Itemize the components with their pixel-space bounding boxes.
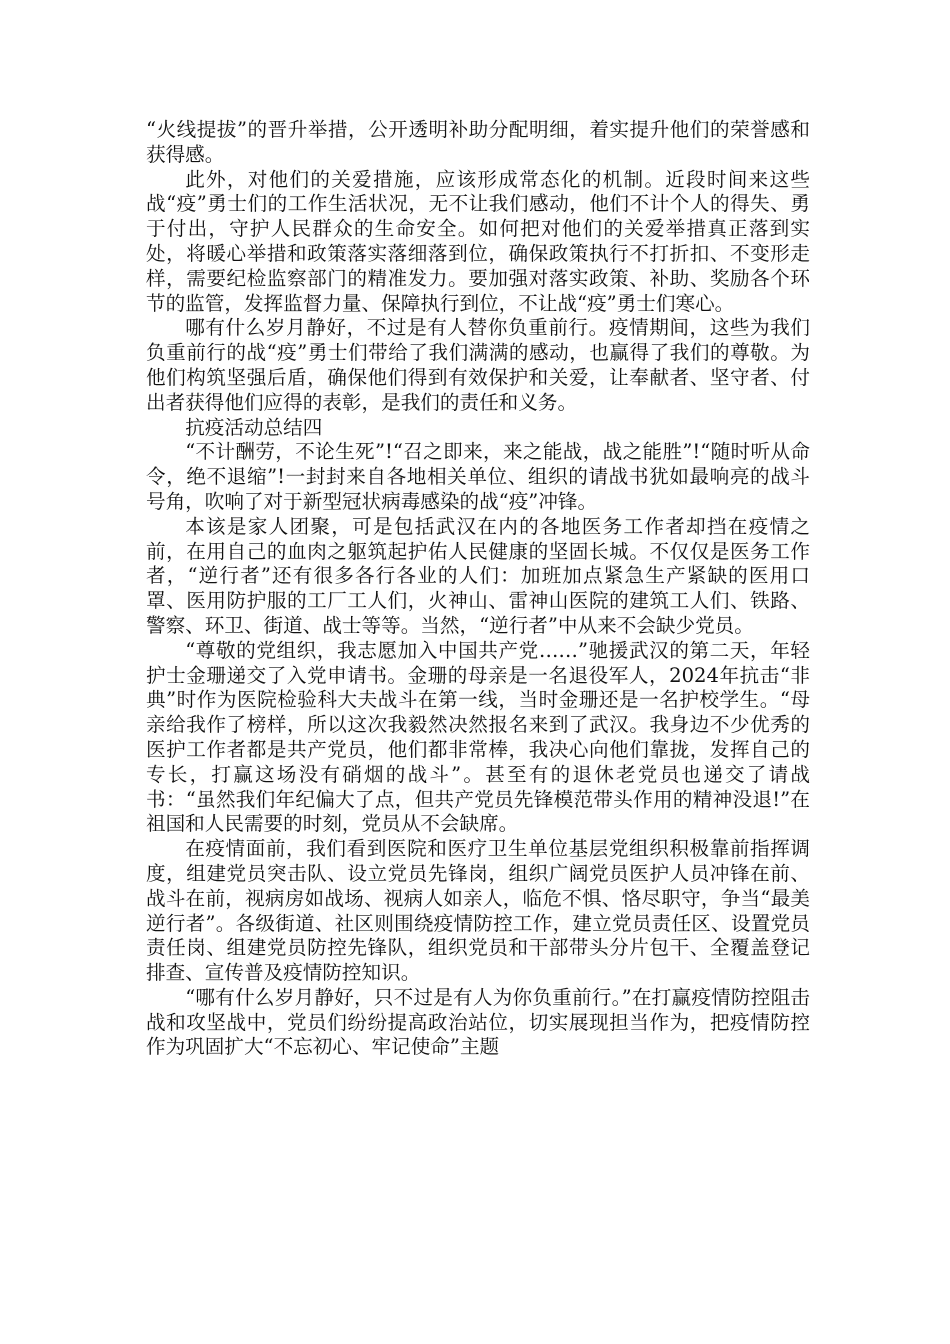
document-body: [146, 118, 810, 1060]
paragraph-2: 此外，对他们的关爱措施，应该形成常态化的机制。近段时间来这些战“疫”勇士们的工作生活状况，无不让我们感动，他们不计个人的得失、勇于付出，守护人民群众的生命安全。如何把对他们的关爱举措真正落到实处，将暖心举措和政策落实落细落到位，确保政策执行不打折扣、不变形走样，需要纪检监察部门的精准发力。要加强对落实政策、补助、奖励各个环节的监管，发挥监督力量、保障执行到位，不让战“疫”勇士们寒心。: [146, 167, 810, 315]
paragraph-7: 在疫情面前，我们看到医院和医疗卫生单位基层党组织积极靠前指挥调度，组建党员突击队、设立党员先锋岗，组织广阔党员医护人员冲锋在前、战斗在前，视病房如战场、视病人如亲人，临危不惧、恪尽职守，争当“最美逆行者”。各级街道、社区则围绕疫情防控工作，建立党员责任区、设置党员责任岗、组建党员防控先锋队，组织党员和干部带头分片包干、全覆盖登记排查、宣传普及疫情防控知识。: [146, 837, 810, 985]
section-heading: 抗疫活动总结四: [185, 415, 323, 439]
paragraph-4: “不计酬劳，不论生死”!“召之即来，来之能战，战之能胜”!“随时听从命令，绝不退缩”!一封封来自各地相关单位、组织的请战书犹如最响亮的战斗号角，吹响了对于新型冠状病毒感染的战“疫”冲锋。: [146, 440, 810, 513]
paragraph-8: “哪有什么岁月静好，只不过是有人为你负重前行。”在打赢疫情防控阻击战和攻坚战中，党员们纷纷提高政治站位，切实展现担当作为，把疫情防控作为巩固扩大“不忘初心、牢记使命”主题: [146, 985, 810, 1059]
paragraph-3: 哪有什么岁月静好，不过是有人替你负重前行。疫情期间，这些为我们负重前行的战“疫”勇士们带给了我们满满的感动，也赢得了我们的尊敬。为他们构筑坚强后盾，确保他们得到有效保护和关爱，让奉献者、坚守者、付出者获得他们应得的表彰，是我们的责任和义务。: [146, 316, 810, 414]
paragraph-6: “尊敬的党组织，我志愿加入中国共产党……”驰援武汉的第二天，年轻护士金珊递交了入党申请书。金珊的母亲是一名退役军人，2024年抗击“非典”时作为医院检验科大夫战斗在第一线，当时金珊还是一名护校学生。“母亲给我作了榜样，所以这次我毅然决然报名来到了武汉。我身边不少优秀的医护工作者都是共产党员，他们都非常棒，我决心向他们靠拢，发挥自己的专长，打赢这场没有硝烟的战斗”。甚至有的退休老党员也递交了请战书：“虽然我们年纪偏大了点，但共产党员先锋模范带头作用的精神没退!”在祖国和人民需要的时刻，党员从不会缺席。: [146, 638, 810, 836]
paragraph-1: “火线提拔”的晋升举措，公开透明补助分配明细，着实提升他们的荣誉感和获得感。: [146, 118, 810, 166]
paragraph-5: 本该是家人团聚，可是包括武汉在内的各地医务工作者却挡在疫情之前，在用自己的血肉之躯筑起护佑人民健康的坚固长城。不仅仅是医务工作者，“逆行者”还有很多各行各业的人们：加班加点紧急生产紧缺的医用口罩、医用防护服的工厂工人们，火神山、雷神山医院的建筑工人们、铁路、警察、环卫、街道、战士等等。当然，“逆行者”中从来不会缺少党员。: [146, 514, 810, 637]
